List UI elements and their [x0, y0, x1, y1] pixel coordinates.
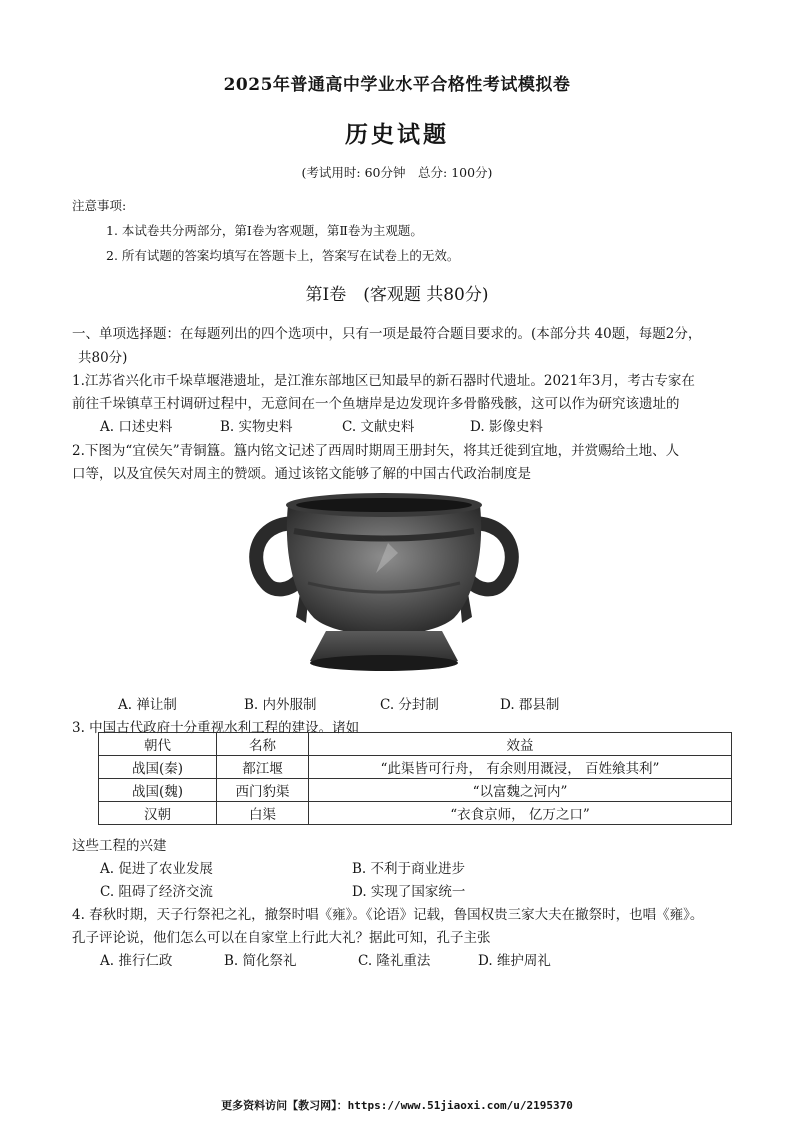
section-instruction-line-2: 共80分) — [78, 350, 128, 366]
table-cell: 汉朝 — [99, 802, 217, 825]
question-3-option-b[interactable]: B. 不利于商业进步 — [352, 861, 466, 877]
section-instruction-line-1: 一、单项选择题：在每题列出的四个选项中，只有一项是最符合题目要求的。(本部分共 40题，每题2分， — [72, 326, 702, 342]
exam-title: 2025年普通高中学业水平合格性考试模拟卷 — [223, 75, 571, 95]
question-3-line-1: 3. 中国古代政府十分重视水利工程的建设。诸如 — [72, 720, 360, 736]
question-2-option-c[interactable]: C. 分封制 — [380, 697, 439, 713]
table-header-dynasty: 朝代 — [99, 733, 217, 756]
footer-link[interactable]: 更多资料访问【教习网】：https://www.51jiaoxi.com/u/2195370 — [221, 1099, 573, 1112]
question-4-option-a[interactable]: A. 推行仁政 — [100, 953, 173, 969]
question-3-option-d[interactable]: D. 实现了国家统一 — [352, 884, 466, 900]
question-4-option-b[interactable]: B. 简化祭礼 — [224, 953, 297, 969]
table-cell: “以富魏之河内” — [309, 779, 732, 802]
question-4-line-1: 4. 春秋时期，天子行祭祀之礼，撤祭时唱《雍》。《论语》记载，鲁国权贵三家大夫在撤祭时，也唱《雍》。 — [72, 907, 704, 923]
question-4-option-c[interactable]: C. 隆礼重法 — [358, 953, 431, 969]
exam-time-info: (考试用时: 60分钟 总分: 100分) — [301, 165, 493, 180]
table-cell: 西门豹渠 — [217, 779, 309, 802]
notes-heading: 注意事项: — [72, 198, 127, 213]
question-4-option-d[interactable]: D. 维护周礼 — [478, 953, 551, 969]
table-row — [99, 802, 732, 825]
question-1-option-c[interactable]: C. 文献史料 — [342, 419, 415, 435]
table-cell: 白渠 — [217, 802, 309, 825]
table-cell: 都江堰 — [217, 756, 309, 779]
question-2-option-a[interactable]: A. 禅让制 — [118, 697, 177, 713]
question-1-option-a[interactable]: A. 口述史料 — [100, 419, 173, 435]
question-3-option-a[interactable]: A. 促进了农业发展 — [100, 861, 213, 877]
question-1-line-1: 1.江苏省兴化市千垛草堰港遗址，是江淮东部地区已知最早的新石器时代遗址。2021年3月，考古专家在 — [72, 373, 695, 389]
question-2-option-b[interactable]: B. 内外服制 — [244, 697, 317, 713]
water-projects-table — [98, 732, 732, 825]
table-header-name: 名称 — [217, 733, 309, 756]
note-item-2: 2. 所有试题的答案均填写在答题卡上，答案写在试卷上的无效。 — [106, 248, 460, 263]
table-header-benefit: 效益 — [309, 733, 732, 756]
question-2-option-d[interactable]: D. 郡县制 — [500, 697, 560, 713]
table-cell: 战国(魏) — [99, 779, 217, 802]
table-cell: “衣食京师， 亿万之口” — [309, 802, 732, 825]
table-cell: 战国(秦) — [99, 756, 217, 779]
question-3-stem-continuation: 这些工程的兴建 — [72, 838, 167, 854]
section-title: 第Ⅰ卷 (客观题 共80分) — [305, 285, 489, 305]
question-1-line-2: 前往千垛镇草王村调研过程中，无意间在一个鱼塘岸是边发现许多骨骼残骸，这可以作为研究该遗址的 — [72, 396, 680, 412]
table-cell: “此渠皆可行舟， 有余则用溉浸， 百姓飨其利” — [309, 756, 732, 779]
table-row — [99, 756, 732, 779]
table-header-row — [99, 733, 732, 756]
question-1-option-d[interactable]: D. 影像史料 — [470, 419, 543, 435]
question-2-line-2: 口等，以及宜侯矢对周主的赞颂。通过该铭文能够了解的中国古代政治制度是 — [72, 466, 531, 482]
question-2-line-1: 2.下图为“宜侯矢”青铜簋。簋内铭文记述了西周时期周王册封矢，将其迁徙到宜地，并赏赐给土地、人 — [72, 443, 680, 459]
bronze-gui-vessel-image — [248, 483, 520, 683]
question-1-option-b[interactable]: B. 实物史料 — [220, 419, 293, 435]
question-3-option-c[interactable]: C. 阻碍了经济交流 — [100, 884, 213, 900]
question-4-line-2: 孔子评论说，他们怎么可以在自家堂上行此大礼？据此可知，孔子主张 — [72, 930, 491, 946]
table-row — [99, 779, 732, 802]
note-item-1: 1. 本试卷共分两部分，第Ⅰ卷为客观题，第Ⅱ卷为主观题。 — [106, 223, 423, 238]
subject-title: 历史试题 — [345, 121, 449, 148]
